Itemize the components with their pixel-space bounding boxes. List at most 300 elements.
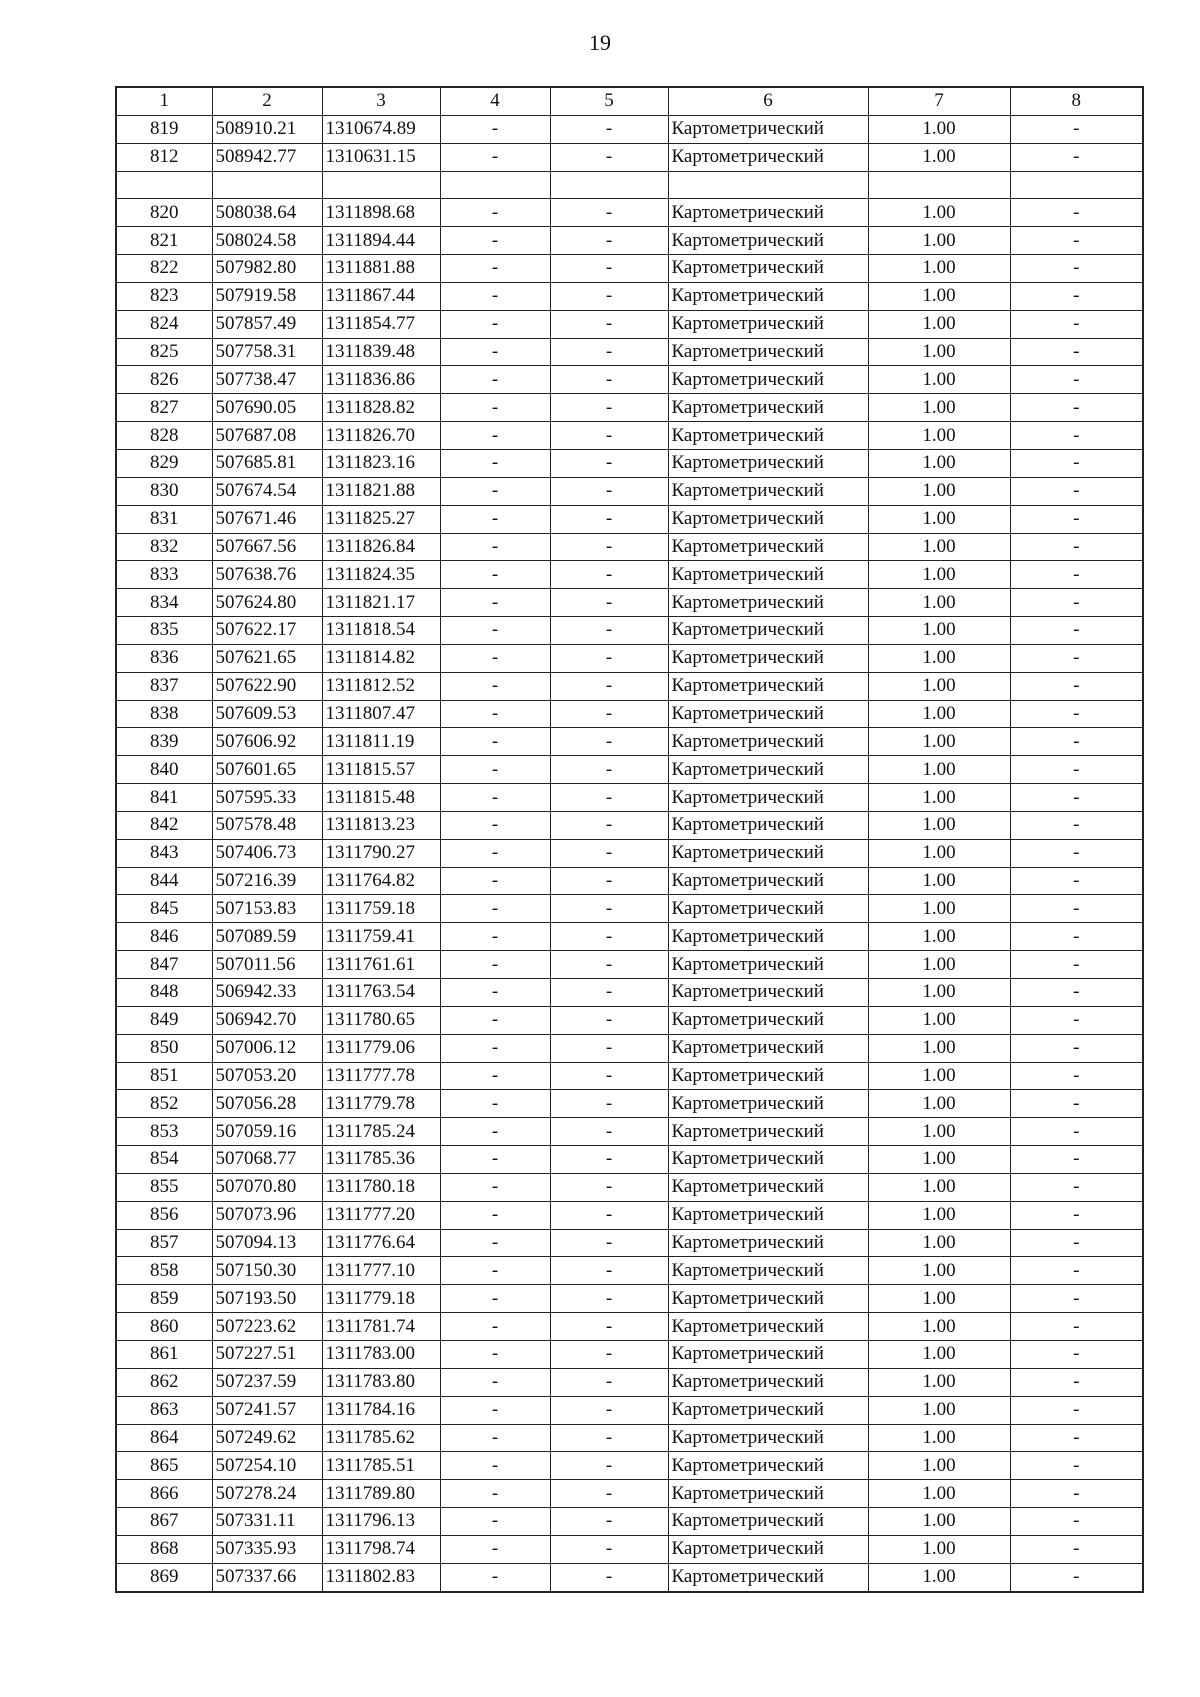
x-coordinate-cell: 507919.58: [212, 282, 322, 310]
x-coordinate-cell: 507006.12: [212, 1034, 322, 1062]
column-8-cell: -: [1010, 505, 1143, 533]
column-4-cell: -: [440, 1285, 550, 1313]
header-cell: 1: [116, 87, 212, 115]
column-5-cell: -: [550, 143, 668, 171]
precision-cell: 1.00: [868, 756, 1010, 784]
method-cell: Картометрический: [668, 1201, 868, 1229]
column-5-cell: -: [550, 1201, 668, 1229]
y-coordinate-cell: 1311894.44: [322, 227, 440, 255]
column-4-cell: -: [440, 255, 550, 283]
column-4-cell: -: [440, 895, 550, 923]
y-coordinate-cell: 1311780.18: [322, 1173, 440, 1201]
x-coordinate-cell: 507241.57: [212, 1396, 322, 1424]
column-8-cell: -: [1010, 561, 1143, 589]
column-5-cell: -: [550, 617, 668, 645]
column-8-cell: -: [1010, 867, 1143, 895]
x-coordinate-cell: 507223.62: [212, 1313, 322, 1341]
table-body: [116, 87, 1143, 1592]
x-coordinate-cell: 507982.80: [212, 255, 322, 283]
point-number-cell: 821: [116, 227, 212, 255]
column-5-cell: -: [550, 449, 668, 477]
column-8-cell: -: [1010, 310, 1143, 338]
point-number-cell: 860: [116, 1313, 212, 1341]
column-4-cell: -: [440, 617, 550, 645]
column-4-cell: -: [440, 1034, 550, 1062]
y-coordinate-cell: 1311836.86: [322, 366, 440, 394]
column-5-cell: -: [550, 1257, 668, 1285]
column-5-cell: -: [550, 1480, 668, 1508]
column-4-cell: -: [440, 589, 550, 617]
column-4-cell: -: [440, 644, 550, 672]
column-4-cell: -: [440, 1535, 550, 1563]
table-row: [116, 115, 1143, 143]
method-cell: Картометрический: [668, 1340, 868, 1368]
method-cell: Картометрический: [668, 1146, 868, 1174]
precision-cell: 1.00: [868, 1452, 1010, 1480]
column-5-cell: -: [550, 1034, 668, 1062]
method-cell: Картометрический: [668, 561, 868, 589]
x-coordinate-cell: 507406.73: [212, 839, 322, 867]
column-8-cell: -: [1010, 700, 1143, 728]
column-8-cell: -: [1010, 477, 1143, 505]
x-coordinate-cell: 507671.46: [212, 505, 322, 533]
column-5-cell: [550, 171, 668, 199]
table-row: [116, 728, 1143, 756]
column-8-cell: -: [1010, 1173, 1143, 1201]
coordinates-table: [115, 86, 1144, 1593]
table-row: [116, 422, 1143, 450]
point-number-cell: 823: [116, 282, 212, 310]
point-number-cell: 843: [116, 839, 212, 867]
method-cell: Картометрический: [668, 839, 868, 867]
column-5-cell: -: [550, 895, 668, 923]
method-cell: Картометрический: [668, 310, 868, 338]
x-coordinate-cell: 507193.50: [212, 1285, 322, 1313]
table-row: [116, 1508, 1143, 1536]
x-coordinate-cell: 507227.51: [212, 1340, 322, 1368]
x-coordinate-cell: 507667.56: [212, 533, 322, 561]
precision-cell: 1.00: [868, 1508, 1010, 1536]
column-5-cell: -: [550, 505, 668, 533]
column-4-cell: -: [440, 951, 550, 979]
column-8-cell: -: [1010, 756, 1143, 784]
table-row: [116, 589, 1143, 617]
precision-cell: 1.00: [868, 867, 1010, 895]
column-5-cell: -: [550, 1006, 668, 1034]
method-cell: Картометрический: [668, 1229, 868, 1257]
column-8-cell: -: [1010, 1006, 1143, 1034]
column-4-cell: -: [440, 394, 550, 422]
precision-cell: 1.00: [868, 728, 1010, 756]
table-row: [116, 951, 1143, 979]
method-cell: Картометрический: [668, 199, 868, 227]
precision-cell: 1.00: [868, 923, 1010, 951]
precision-cell: 1.00: [868, 617, 1010, 645]
column-5-cell: -: [550, 700, 668, 728]
column-5-cell: -: [550, 227, 668, 255]
table-row: [116, 1535, 1143, 1563]
column-5-cell: -: [550, 1062, 668, 1090]
precision-cell: 1.00: [868, 338, 1010, 366]
point-number-cell: 853: [116, 1118, 212, 1146]
method-cell: Картометрический: [668, 115, 868, 143]
column-4-cell: -: [440, 422, 550, 450]
table-row: [116, 533, 1143, 561]
column-8-cell: -: [1010, 1201, 1143, 1229]
method-cell: Картометрический: [668, 1257, 868, 1285]
y-coordinate-cell: 1311813.23: [322, 811, 440, 839]
point-number-cell: 827: [116, 394, 212, 422]
precision-cell: 1.00: [868, 1062, 1010, 1090]
table-row: [116, 811, 1143, 839]
x-coordinate-cell: 507624.80: [212, 589, 322, 617]
column-4-cell: -: [440, 115, 550, 143]
column-8-cell: -: [1010, 227, 1143, 255]
y-coordinate-cell: 1310631.15: [322, 143, 440, 171]
x-coordinate-cell: 508910.21: [212, 115, 322, 143]
column-8-cell: -: [1010, 1257, 1143, 1285]
method-cell: Картометрический: [668, 366, 868, 394]
header-cell: 6: [668, 87, 868, 115]
precision-cell: 1.00: [868, 644, 1010, 672]
table-row: [116, 1062, 1143, 1090]
y-coordinate-cell: 1311798.74: [322, 1535, 440, 1563]
method-cell: Картометрический: [668, 895, 868, 923]
precision-cell: 1.00: [868, 366, 1010, 394]
column-4-cell: -: [440, 1368, 550, 1396]
column-4-cell: -: [440, 310, 550, 338]
column-5-cell: -: [550, 1090, 668, 1118]
column-8-cell: -: [1010, 115, 1143, 143]
table-row: [116, 700, 1143, 728]
x-coordinate-cell: 507622.17: [212, 617, 322, 645]
x-coordinate-cell: 507606.92: [212, 728, 322, 756]
table-row: [116, 923, 1143, 951]
table-row: [116, 227, 1143, 255]
column-5-cell: -: [550, 255, 668, 283]
column-5-cell: -: [550, 1313, 668, 1341]
precision-cell: 1.00: [868, 282, 1010, 310]
y-coordinate-cell: 1311802.83: [322, 1563, 440, 1591]
x-coordinate-cell: 507153.83: [212, 895, 322, 923]
column-4-cell: -: [440, 199, 550, 227]
column-8-cell: -: [1010, 394, 1143, 422]
column-8-cell: -: [1010, 1090, 1143, 1118]
x-coordinate-cell: 507609.53: [212, 700, 322, 728]
point-number-cell: 825: [116, 338, 212, 366]
y-coordinate-cell: 1311785.62: [322, 1424, 440, 1452]
column-8-cell: -: [1010, 672, 1143, 700]
column-8-cell: -: [1010, 1508, 1143, 1536]
column-5-cell: -: [550, 1452, 668, 1480]
x-coordinate-cell: 507622.90: [212, 672, 322, 700]
point-number-cell: 828: [116, 422, 212, 450]
column-4-cell: -: [440, 867, 550, 895]
column-5-cell: -: [550, 338, 668, 366]
x-coordinate-cell: 507059.16: [212, 1118, 322, 1146]
column-5-cell: -: [550, 672, 668, 700]
column-8-cell: -: [1010, 1062, 1143, 1090]
point-number-cell: 854: [116, 1146, 212, 1174]
method-cell: Картометрический: [668, 1118, 868, 1146]
point-number-cell: 826: [116, 366, 212, 394]
y-coordinate-cell: 1311825.27: [322, 505, 440, 533]
table-row: [116, 839, 1143, 867]
column-8-cell: -: [1010, 784, 1143, 812]
y-coordinate-cell: 1311839.48: [322, 338, 440, 366]
column-5-cell: -: [550, 839, 668, 867]
column-5-cell: -: [550, 644, 668, 672]
column-8-cell: -: [1010, 1424, 1143, 1452]
column-8-cell: -: [1010, 1563, 1143, 1591]
table-row: [116, 1201, 1143, 1229]
x-coordinate-cell: 507094.13: [212, 1229, 322, 1257]
point-number-cell: 812: [116, 143, 212, 171]
method-cell: Картометрический: [668, 756, 868, 784]
precision-cell: 1.00: [868, 1535, 1010, 1563]
y-coordinate-cell: 1311779.06: [322, 1034, 440, 1062]
column-5-cell: -: [550, 477, 668, 505]
column-8-cell: -: [1010, 1396, 1143, 1424]
table-row: [116, 979, 1143, 1007]
method-cell: Картометрический: [668, 1480, 868, 1508]
point-number-cell: 838: [116, 700, 212, 728]
column-4-cell: -: [440, 1563, 550, 1591]
x-coordinate-cell: 507150.30: [212, 1257, 322, 1285]
point-number-cell: 840: [116, 756, 212, 784]
column-4-cell: -: [440, 672, 550, 700]
method-cell: Картометрический: [668, 1173, 868, 1201]
method-cell: Картометрический: [668, 672, 868, 700]
column-8-cell: -: [1010, 255, 1143, 283]
precision-cell: 1.00: [868, 811, 1010, 839]
precision-cell: 1.00: [868, 477, 1010, 505]
point-number-cell: 856: [116, 1201, 212, 1229]
x-coordinate-cell: 507331.11: [212, 1508, 322, 1536]
column-8-cell: -: [1010, 617, 1143, 645]
column-4-cell: -: [440, 143, 550, 171]
column-4-cell: -: [440, 1396, 550, 1424]
column-4-cell: -: [440, 979, 550, 1007]
y-coordinate-cell: 1311854.77: [322, 310, 440, 338]
column-5-cell: -: [550, 115, 668, 143]
column-5-cell: -: [550, 756, 668, 784]
y-coordinate-cell: 1311811.19: [322, 728, 440, 756]
column-8-cell: -: [1010, 199, 1143, 227]
method-cell: Картометрический: [668, 533, 868, 561]
column-4-cell: -: [440, 561, 550, 589]
column-8-cell: -: [1010, 366, 1143, 394]
column-8-cell: -: [1010, 839, 1143, 867]
y-coordinate-cell: 1311784.16: [322, 1396, 440, 1424]
precision-cell: 1.00: [868, 839, 1010, 867]
method-cell: Картометрический: [668, 1285, 868, 1313]
y-coordinate-cell: 1311763.54: [322, 979, 440, 1007]
table-row: [116, 394, 1143, 422]
table-row: [116, 1313, 1143, 1341]
method-cell: Картометрический: [668, 1034, 868, 1062]
x-coordinate-cell: 507070.80: [212, 1173, 322, 1201]
y-coordinate-cell: 1311867.44: [322, 282, 440, 310]
method-cell: Картометрический: [668, 505, 868, 533]
x-coordinate-cell: 506942.70: [212, 1006, 322, 1034]
table-row: [116, 1034, 1143, 1062]
column-8-cell: -: [1010, 1480, 1143, 1508]
column-8-cell: -: [1010, 143, 1143, 171]
method-cell: Картометрический: [668, 1424, 868, 1452]
header-cell: 5: [550, 87, 668, 115]
x-coordinate-cell: 507857.49: [212, 310, 322, 338]
point-number-cell: 852: [116, 1090, 212, 1118]
point-number-cell: 865: [116, 1452, 212, 1480]
precision-cell: 1.00: [868, 1090, 1010, 1118]
table-row: [116, 1480, 1143, 1508]
precision-cell: 1.00: [868, 1480, 1010, 1508]
x-coordinate-cell: 507011.56: [212, 951, 322, 979]
point-number-cell: 832: [116, 533, 212, 561]
precision-cell: 1.00: [868, 143, 1010, 171]
precision-cell: 1.00: [868, 1118, 1010, 1146]
method-cell: Картометрический: [668, 811, 868, 839]
column-4-cell: -: [440, 1508, 550, 1536]
x-coordinate-cell: 507073.96: [212, 1201, 322, 1229]
y-coordinate-cell: 1311779.18: [322, 1285, 440, 1313]
table-row: [116, 1229, 1143, 1257]
table-row: [116, 1118, 1143, 1146]
table-row: [116, 867, 1143, 895]
precision-cell: 1.00: [868, 1257, 1010, 1285]
column-4-cell: -: [440, 1201, 550, 1229]
precision-cell: 1.00: [868, 310, 1010, 338]
column-4-cell: -: [440, 811, 550, 839]
column-8-cell: -: [1010, 895, 1143, 923]
precision-cell: 1.00: [868, 1229, 1010, 1257]
x-coordinate-cell: 507216.39: [212, 867, 322, 895]
point-number-cell: 855: [116, 1173, 212, 1201]
point-number-cell: 848: [116, 979, 212, 1007]
column-8-cell: -: [1010, 1034, 1143, 1062]
x-coordinate-cell: 507249.62: [212, 1424, 322, 1452]
point-number-cell: 846: [116, 923, 212, 951]
x-coordinate-cell: 507056.28: [212, 1090, 322, 1118]
point-number-cell: 820: [116, 199, 212, 227]
method-cell: Картометрический: [668, 394, 868, 422]
point-number-cell: 830: [116, 477, 212, 505]
column-8-cell: -: [1010, 951, 1143, 979]
column-8-cell: -: [1010, 1452, 1143, 1480]
x-coordinate-cell: 506942.33: [212, 979, 322, 1007]
y-coordinate-cell: 1311781.74: [322, 1313, 440, 1341]
column-4-cell: -: [440, 756, 550, 784]
point-number-cell: 858: [116, 1257, 212, 1285]
column-4-cell: -: [440, 227, 550, 255]
point-number-cell: 836: [116, 644, 212, 672]
method-cell: Картометрический: [668, 449, 868, 477]
y-coordinate-cell: 1311812.52: [322, 672, 440, 700]
x-coordinate-cell: 507337.66: [212, 1563, 322, 1591]
column-5-cell: -: [550, 1396, 668, 1424]
column-8-cell: -: [1010, 1229, 1143, 1257]
column-5-cell: -: [550, 199, 668, 227]
precision-cell: 1.00: [868, 227, 1010, 255]
column-4-cell: -: [440, 338, 550, 366]
column-5-cell: -: [550, 867, 668, 895]
y-coordinate-cell: 1311783.00: [322, 1340, 440, 1368]
table-row: [116, 1424, 1143, 1452]
table-row: [116, 1146, 1143, 1174]
table-header-row: [116, 87, 1143, 115]
method-cell: Картометрический: [668, 1535, 868, 1563]
y-coordinate-cell: 1311785.24: [322, 1118, 440, 1146]
column-4-cell: -: [440, 505, 550, 533]
precision-cell: 1.00: [868, 1424, 1010, 1452]
method-cell: Картометрический: [668, 1508, 868, 1536]
column-5-cell: -: [550, 1229, 668, 1257]
column-4-cell: -: [440, 533, 550, 561]
table-row: [116, 366, 1143, 394]
header-cell: 8: [1010, 87, 1143, 115]
point-number-cell: 834: [116, 589, 212, 617]
precision-cell: 1.00: [868, 394, 1010, 422]
column-5-cell: -: [550, 394, 668, 422]
table-row: [116, 617, 1143, 645]
x-coordinate-cell: 507738.47: [212, 366, 322, 394]
table-row: [116, 672, 1143, 700]
point-number-cell: 839: [116, 728, 212, 756]
precision-cell: 1.00: [868, 979, 1010, 1007]
table-row: [116, 310, 1143, 338]
y-coordinate-cell: 1311807.47: [322, 700, 440, 728]
method-cell: Картометрический: [668, 617, 868, 645]
y-coordinate-cell: 1311826.84: [322, 533, 440, 561]
point-number-cell: 857: [116, 1229, 212, 1257]
table-row: [116, 1090, 1143, 1118]
column-8-cell: -: [1010, 1146, 1143, 1174]
table-row: [116, 143, 1143, 171]
precision-cell: 1.00: [868, 1006, 1010, 1034]
column-4-cell: -: [440, 1062, 550, 1090]
y-coordinate-cell: 1311779.78: [322, 1090, 440, 1118]
x-coordinate-cell: 507601.65: [212, 756, 322, 784]
x-coordinate-cell: 507595.33: [212, 784, 322, 812]
x-coordinate-cell: 508024.58: [212, 227, 322, 255]
method-cell: Картометрический: [668, 1313, 868, 1341]
x-coordinate-cell: 507638.76: [212, 561, 322, 589]
point-number-cell: 833: [116, 561, 212, 589]
column-8-cell: -: [1010, 449, 1143, 477]
y-coordinate-cell: 1311828.82: [322, 394, 440, 422]
column-5-cell: -: [550, 1368, 668, 1396]
x-coordinate-cell: 507685.81: [212, 449, 322, 477]
table-row: [116, 1173, 1143, 1201]
column-8-cell: -: [1010, 1118, 1143, 1146]
precision-cell: 1.00: [868, 422, 1010, 450]
point-number-cell: 859: [116, 1285, 212, 1313]
method-cell: Картометрический: [668, 227, 868, 255]
column-5-cell: -: [550, 1508, 668, 1536]
column-8-cell: -: [1010, 1285, 1143, 1313]
precision-cell: 1.00: [868, 672, 1010, 700]
header-cell: 3: [322, 87, 440, 115]
y-coordinate-cell: 1311777.10: [322, 1257, 440, 1285]
precision-cell: 1.00: [868, 1563, 1010, 1591]
precision-cell: 1.00: [868, 255, 1010, 283]
column-4-cell: [440, 171, 550, 199]
column-5-cell: -: [550, 1340, 668, 1368]
column-4-cell: -: [440, 1118, 550, 1146]
column-5-cell: -: [550, 811, 668, 839]
table-row: [116, 1285, 1143, 1313]
